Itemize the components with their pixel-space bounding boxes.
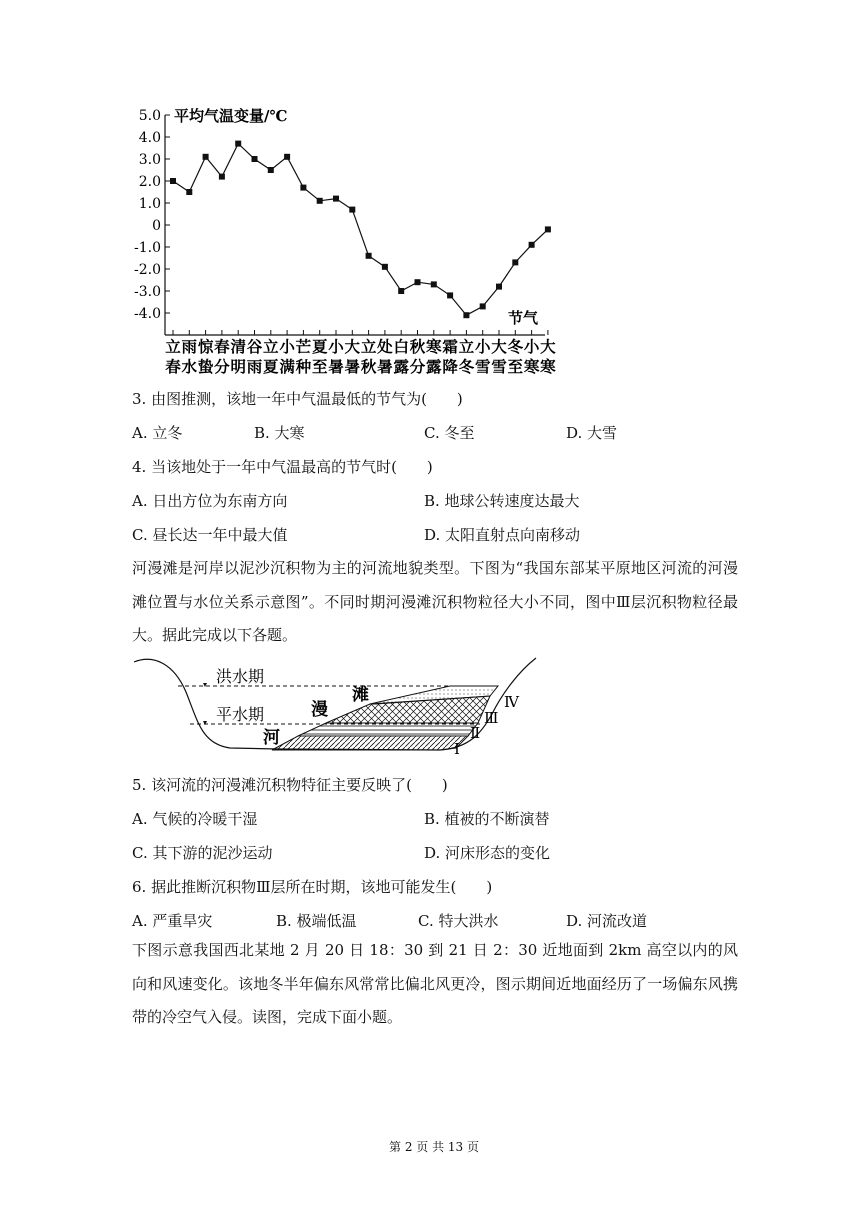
- data-point: [463, 312, 469, 318]
- data-point: [415, 279, 421, 285]
- layer-label-iv: Ⅳ: [504, 693, 519, 711]
- y-tick-label: 3.0: [138, 152, 161, 168]
- sediment-layer-i: [272, 736, 468, 750]
- data-point: [529, 242, 535, 248]
- data-point: [545, 226, 551, 232]
- question-4-stem: 4. 当该地处于一年中气温最高的节气时( ): [132, 458, 433, 476]
- question-4-option-d: D. 太阳直射点向南移动: [424, 526, 581, 544]
- category-label-top: 小: [279, 337, 295, 356]
- temperature-change-chart: [100, 95, 560, 385]
- category-label-top: 雨: [181, 337, 198, 356]
- data-point: [284, 154, 290, 160]
- x-axis-title: 节气: [508, 309, 539, 327]
- category-label-top: 立: [360, 337, 377, 356]
- category-label-bottom: 至: [507, 357, 524, 376]
- category-label-bottom: 露: [393, 357, 409, 376]
- question-4-option-b: B. 地球公转速度达最大: [424, 492, 580, 510]
- y-tick-label: -4.0: [134, 306, 161, 322]
- data-point: [268, 167, 274, 173]
- category-label-top: 寒: [426, 337, 442, 356]
- question-3-option-a: A. 立冬: [132, 424, 183, 442]
- category-label-bottom: 暑: [377, 357, 393, 376]
- category-label-top: 清: [230, 337, 246, 356]
- category-label-top: 大: [344, 337, 361, 356]
- data-point: [186, 189, 192, 195]
- question-4-option-a: A. 日出方位为东南方向: [132, 492, 288, 510]
- category-label-top: 立: [165, 337, 181, 356]
- data-point: [496, 284, 502, 290]
- category-label-top: 处: [377, 337, 393, 356]
- category-label-bottom: 寒: [540, 357, 556, 376]
- data-point: [317, 198, 323, 204]
- category-label-top: 大: [540, 337, 556, 356]
- category-label-top: 夏: [311, 337, 328, 356]
- floodplain-intro-paragraph: 河漫滩是河岸以泥沙沉积物为主的河流地貌类型。下图为“我国东部某平原地区河流的河漫滩位置与水位关系示意图”。不同时期河漫滩沉积物粒径大小不同，图中Ⅲ层沉积物粒径最大。据此完成以下各题。: [132, 559, 738, 644]
- question-3-option-b: B. 大寒: [254, 424, 305, 442]
- data-point: [252, 156, 258, 162]
- category-label-bottom: 明: [230, 357, 246, 376]
- y-tick-label: -3.0: [134, 284, 161, 300]
- category-label-bottom: 暑: [328, 357, 344, 376]
- category-label-top: 霜: [442, 337, 458, 356]
- category-label-top: 小: [523, 337, 540, 356]
- data-point: [480, 303, 486, 309]
- question-4-option-c: C. 昼长达一年中最大值: [132, 526, 288, 544]
- y-tick-label: 4.0: [138, 130, 161, 146]
- category-label-bottom: 雪: [491, 357, 507, 376]
- category-label-top: 小: [474, 337, 491, 356]
- sediment-layer-ii: [298, 723, 478, 736]
- category-label-bottom: 露: [426, 357, 442, 376]
- y-tick-label: 0: [152, 218, 161, 234]
- category-label-bottom: 春: [165, 357, 181, 376]
- wind-intro-paragraph: 下图示意我国西北某地 2 月 20 日 18：30 到 21 日 2：30 近地面到 2km 高空以内的风向和风速变化。该地冬半年偏东风常常比偏北风更冷，图示期间近地面经历了一场偏东风携带的冷空气入侵。读图，完成下面小题。: [132, 941, 738, 1026]
- category-label-bottom: 至: [311, 357, 328, 376]
- layer-label-iii: Ⅲ: [484, 709, 499, 727]
- y-tick-label: -2.0: [134, 262, 161, 278]
- y-tick-label: 5.0: [138, 108, 161, 124]
- data-point: [300, 185, 306, 191]
- question-5-option-c: C. 其下游的泥沙运动: [132, 844, 273, 862]
- y-axis-title: 平均气温变量/℃: [174, 107, 288, 125]
- data-point: [170, 178, 176, 184]
- data-point: [219, 174, 225, 180]
- category-label-bottom: 暑: [344, 357, 361, 376]
- data-point: [203, 154, 209, 160]
- tan-character: 滩: [352, 685, 369, 705]
- category-label-top: 小: [328, 337, 344, 356]
- y-tick-label: 2.0: [138, 174, 161, 190]
- category-label-bottom: 种: [295, 357, 312, 376]
- category-label-bottom: 分: [214, 357, 230, 376]
- category-label-bottom: 夏: [263, 357, 279, 376]
- category-label-bottom: 分: [409, 357, 426, 376]
- category-label-top: 冬: [507, 337, 524, 356]
- category-label-bottom: 雨: [246, 357, 263, 376]
- category-label-bottom: 水: [181, 357, 198, 376]
- data-point: [333, 196, 339, 202]
- question-5-stem: 5. 该河流的河漫滩沉积物特征主要反映了( ): [132, 776, 448, 794]
- y-tick-label: -1.0: [134, 240, 161, 256]
- category-label-bottom: 降: [442, 357, 458, 376]
- category-label-top: 春: [214, 337, 230, 356]
- question-5-option-d: D. 河床形态的变化: [424, 844, 551, 862]
- layer-label-ii: Ⅱ: [470, 724, 481, 742]
- category-label-top: 芒: [295, 337, 312, 356]
- question-3-option-d: D. 大雪: [566, 424, 618, 442]
- category-label-bottom: 雪: [474, 357, 491, 376]
- question-6-option-b: B. 极端低温: [276, 912, 357, 930]
- question-6-option-a: A. 严重旱灾: [132, 912, 213, 930]
- temperature-series-line: [173, 144, 548, 316]
- y-tick-label: 1.0: [138, 196, 161, 212]
- category-label-top: 白: [393, 337, 409, 356]
- data-point: [235, 141, 241, 147]
- category-label-top: 立: [263, 337, 279, 356]
- category-label-top: 惊: [197, 337, 214, 356]
- data-point: [447, 292, 453, 298]
- category-label-bottom: 秋: [360, 357, 377, 376]
- category-label-top: 谷: [246, 337, 263, 356]
- normal-period-label: 平水期: [216, 705, 265, 724]
- question-3-stem: 3. 由图推测，该地一年中气温最低的节气为( ): [132, 390, 463, 408]
- question-6-stem: 6. 据此推断沉积物Ⅲ层所在时期，该地可能发生( ): [132, 878, 493, 896]
- category-label-bottom: 满: [279, 357, 295, 376]
- flood-period-label: 洪水期: [216, 667, 265, 686]
- page-footer: 第 2 页 共 13 页: [389, 1140, 479, 1154]
- category-label-top: 秋: [409, 337, 426, 356]
- man-character: 漫: [311, 700, 328, 720]
- data-point: [512, 259, 518, 265]
- data-point: [349, 207, 355, 213]
- data-point: [382, 264, 388, 270]
- floodplain-diagram: [130, 652, 550, 762]
- category-label-top: 立: [458, 337, 475, 356]
- question-6-option-c: C. 特大洪水: [418, 912, 499, 930]
- question-5-option-a: A. 气候的冷暖干湿: [132, 810, 258, 828]
- data-point: [366, 253, 372, 259]
- question-5-option-b: B. 植被的不断演替: [424, 810, 550, 828]
- category-label-bottom: 蛰: [197, 357, 214, 376]
- data-point: [431, 281, 437, 287]
- layer-label-i: Ⅰ: [454, 740, 460, 758]
- category-label-bottom: 寒: [523, 357, 540, 376]
- he-character: 河: [263, 728, 280, 748]
- question-6-option-d: D. 河流改道: [566, 912, 648, 930]
- category-label-top: 大: [491, 337, 507, 356]
- data-point: [398, 288, 404, 294]
- category-label-bottom: 冬: [458, 357, 475, 376]
- question-3-option-c: C. 冬至: [424, 424, 475, 442]
